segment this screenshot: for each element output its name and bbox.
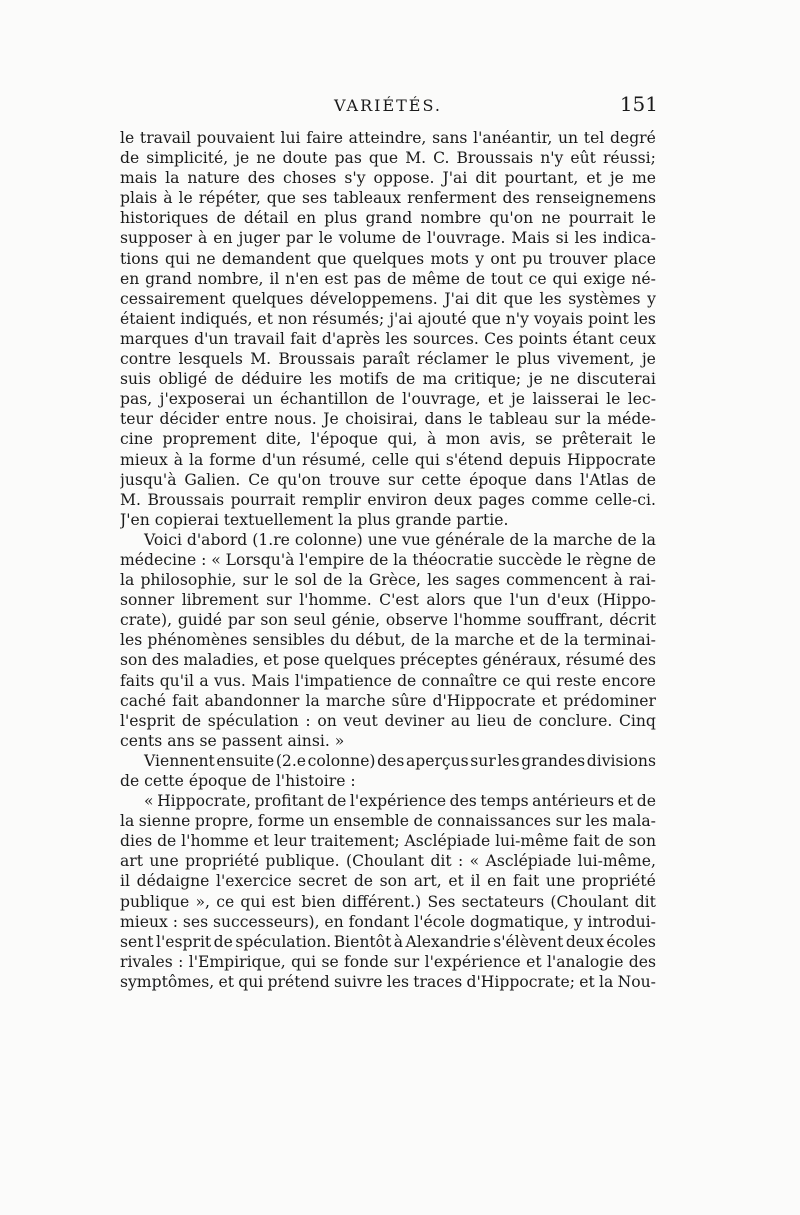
- text-line: supposer à en juger par le volume de l'ouvrage. Mais si les indica-: [120, 229, 656, 248]
- text-line: il dédaigne l'exercice secret de son art, et il en fait une propriété: [120, 872, 656, 891]
- text-line: en grand nombre, il n'en est pas de même de tout ce qui exige né-: [120, 269, 656, 288]
- text-line: cine proprement dite, l'époque qui, à mon avis, se prêterait le: [120, 430, 656, 449]
- text-line: marques d'un travail fait d'après les sources. Ces points étant ceux: [120, 329, 656, 348]
- body-text: [120, 128, 656, 992]
- text-line: le travail pouvaient lui faire atteindre, sans l'anéantir, un tel degré: [120, 129, 656, 147]
- text-line: mieux à la forme d'un résumé, celle qui s'étend depuis Hippocrate: [120, 450, 656, 469]
- text-line: jusqu'à Galien. Ce qu'on trouve sur cette époque dans l'Atlas de: [120, 470, 656, 489]
- text-line: de cette époque de l'histoire :: [120, 772, 356, 790]
- text-line: mieux : ses successeurs), en fondant l'école dogmatique, y introdui-: [120, 912, 656, 931]
- text-line: Voici d'abord (1.re colonne) une vue générale de la marche de la: [144, 530, 656, 549]
- text-line: cessairement quelques développemens. J'ai dit que les systèmes y: [120, 289, 656, 308]
- text-line: Viennent ensuite (2.e colonne) des aperçus sur les grandes divisions: [144, 751, 656, 770]
- text-line: la philosophie, sur le sol de la Grèce, les sages commencent à rai-: [120, 571, 656, 590]
- text-line: symptômes, et qui prétend suivre les traces d'Hippocrate; et la Nou-: [120, 972, 656, 991]
- text-line: son des maladies, et pose quelques préceptes généraux, résumé des: [120, 651, 656, 670]
- text-line: contre lesquels M. Broussais paraît réclamer le plus vivement, je: [120, 350, 656, 369]
- text-line: faits qu'il a vus. Mais l'impatience de connaître ce qui reste encore: [120, 671, 656, 690]
- text-line: teur décider entre nous. Je choisirai, dans le tableau sur la méde-: [120, 410, 656, 429]
- text-line: médecine : « Lorsqu'à l'empire de la théocratie succède le règne de: [120, 550, 656, 569]
- text-line: sent l'esprit de spéculation. Bientôt à Alexandrie s'élèvent deux écoles: [120, 932, 656, 951]
- text-line: les phénomènes sensibles du début, de la marche et de la terminai-: [120, 631, 656, 650]
- text-line: publique », ce qui est bien différent.) Ses sectateurs (Choulant dit: [120, 892, 656, 911]
- text-line: de simplicité, je ne doute pas que M. C. Broussais n'y eût réussi;: [120, 149, 656, 168]
- text-line: art une propriété publique. (Choulant dit : « Asclépiade lui-même,: [120, 852, 656, 871]
- text-line: historiques de détail en plus grand nombre qu'on ne pourrait le: [120, 209, 656, 228]
- text-line: caché fait abandonner la marche sûre d'Hippocrate et prédominer: [120, 691, 656, 710]
- text-line: tions qui ne demandent que quelques mots y ont pu trouver place: [120, 249, 656, 268]
- text-line: rivales : l'Empirique, qui se fonde sur l'expérience et l'analogie des: [120, 952, 656, 971]
- text-line: la sienne propre, forme un ensemble de connaissances sur les mala-: [120, 812, 656, 831]
- running-head: [118, 92, 658, 126]
- text-line: cents ans se passent ainsi. »: [120, 731, 345, 750]
- text-line: sonner librement sur l'homme. C'est alors que l'un d'eux (Hippo-: [120, 591, 656, 610]
- text-line: dies de l'homme et leur traitement; Asclépiade lui-même fait de son: [120, 832, 656, 851]
- text-line: J'en copierai textuellement la plus grande partie.: [120, 510, 509, 529]
- page-number: 151: [619, 92, 658, 116]
- running-title: VARIÉTÉS.: [334, 96, 442, 115]
- text-line: suis obligé de déduire les motifs de ma critique; je ne discuterai: [120, 370, 656, 389]
- text-line: mais la nature des choses s'y oppose. J'ai dit pourtant, et je me: [120, 169, 656, 188]
- text-line: l'esprit de spéculation : on veut deviner au lieu de conclure. Cinq: [120, 711, 656, 730]
- text-line: pas, j'exposerai un échantillon de l'ouvrage, et je laisserai le lec-: [120, 390, 656, 409]
- text-line: étaient indiqués, et non résumés; j'ai ajouté que n'y voyais point les: [120, 309, 656, 328]
- text-line: « Hippocrate, profitant de l'expérience des temps antérieurs et de: [144, 792, 656, 811]
- text-line: plais à le répéter, que ses tableaux renferment des renseignemens: [120, 189, 656, 208]
- text-line: crate), guidé par son seul génie, observe l'homme souffrant, décrit: [120, 611, 656, 630]
- text-line: M. Broussais pourrait remplir environ deux pages comme celle-ci.: [120, 490, 656, 509]
